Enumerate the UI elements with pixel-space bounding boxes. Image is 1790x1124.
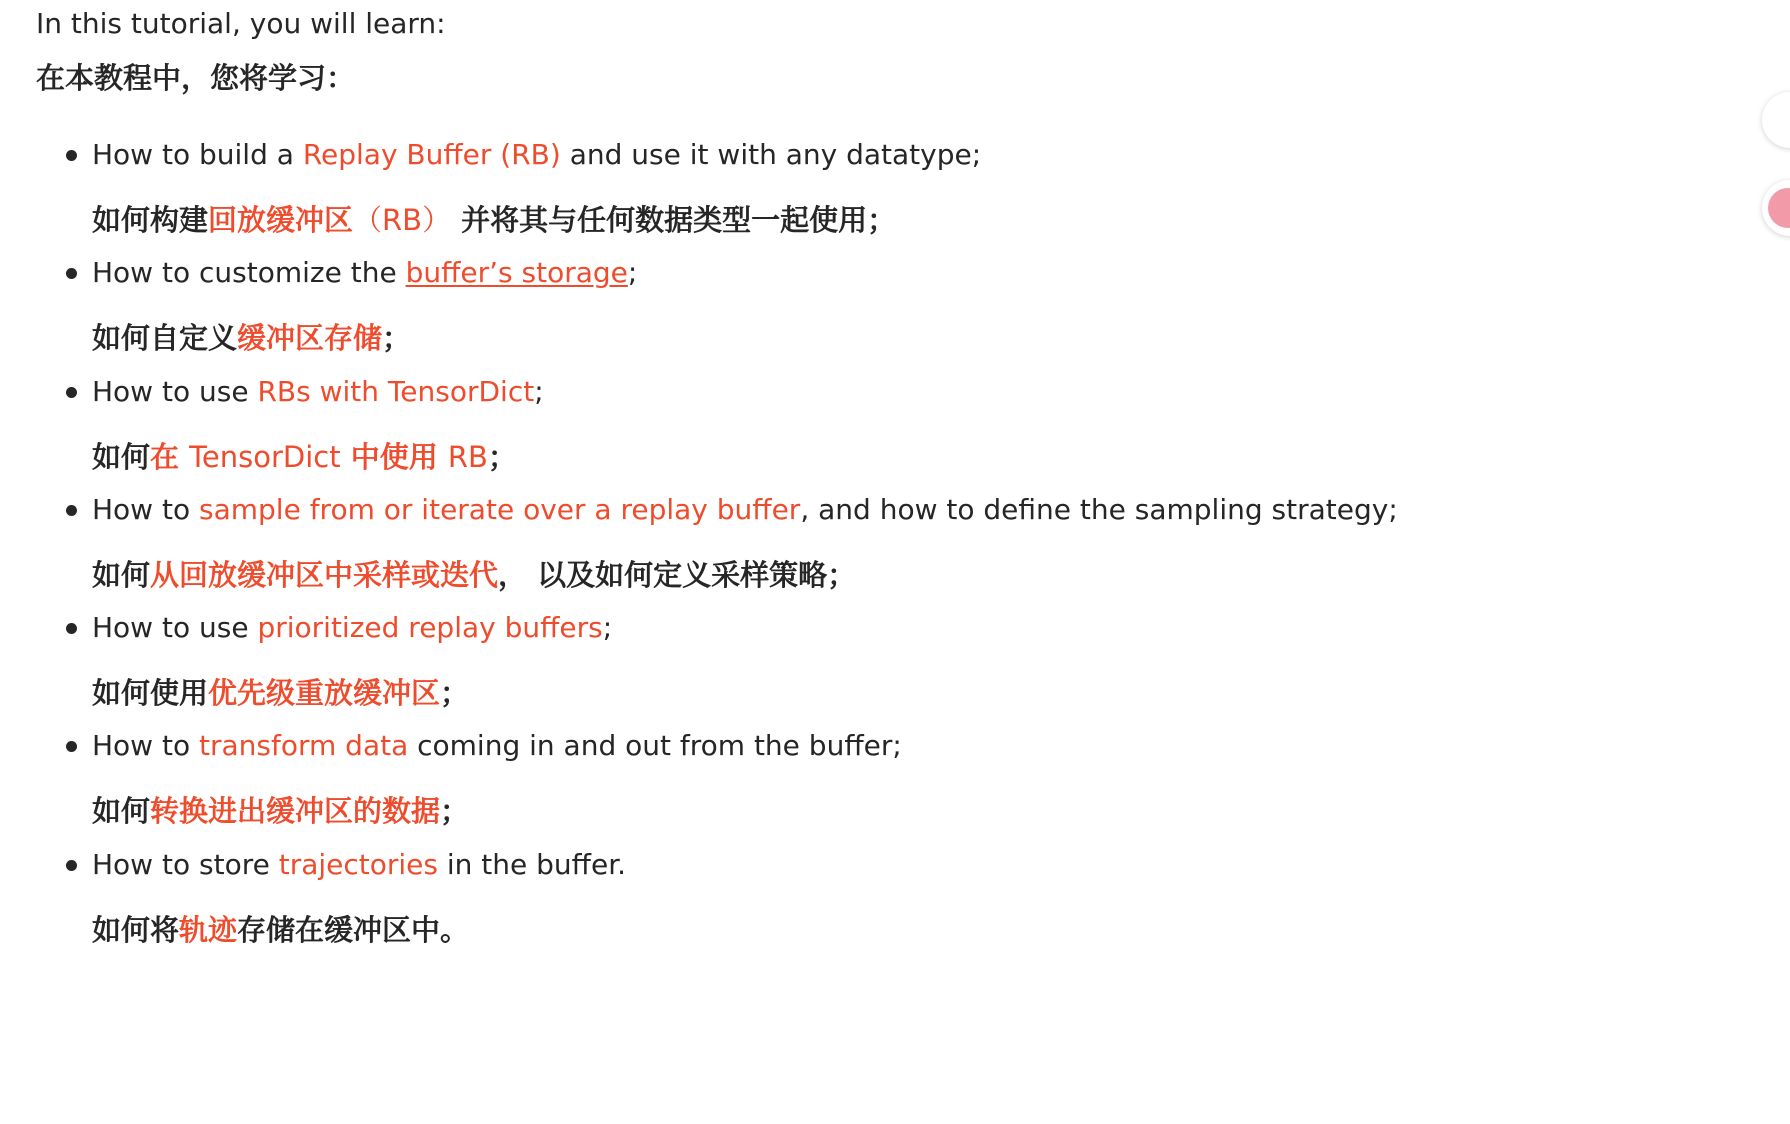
item-english: How to transform data coming in and out from the buffer;	[92, 729, 902, 762]
bullet-icon	[66, 268, 77, 279]
buffer-storage-zh-link[interactable]: 缓冲区存储	[237, 321, 383, 355]
item-chinese: 如何在 TensorDict 中使用 RB；	[92, 440, 517, 474]
item-chinese: 如何转换进出缓冲区的数据；	[92, 794, 470, 828]
sample-iterate-zh-link[interactable]: 从回放缓冲区中采样或迭代	[150, 558, 499, 592]
intro-chinese: 在本教程中，您将学习：	[36, 61, 356, 95]
item-chinese: 如何自定义缓冲区存储；	[92, 321, 412, 355]
bullet-icon	[66, 623, 77, 634]
prioritized-buffers-link[interactable]: prioritized replay buffers	[257, 611, 603, 644]
buffer-storage-link[interactable]: buffer’s storage	[405, 256, 628, 289]
trajectories-link[interactable]: trajectories	[278, 848, 438, 881]
floating-avatar-button[interactable]	[1762, 180, 1790, 236]
intro-english: In this tutorial, you will learn:	[36, 7, 446, 40]
item-english: How to sample from or iterate over a replay buffer, and how to define the sampling strategy;	[92, 493, 1398, 526]
transform-data-zh-link[interactable]: 转换进出缓冲区的数据	[150, 794, 441, 828]
rbs-tensordict-zh-link[interactable]: 在 TensorDict 中使用 RB	[150, 440, 488, 474]
bullet-icon	[66, 505, 77, 516]
replay-buffer-link[interactable]: Replay Buffer (RB)	[302, 138, 561, 171]
trajectories-zh-link[interactable]: 轨迹	[179, 913, 238, 947]
bullet-icon	[66, 150, 77, 161]
item-chinese: 如何将轨迹存储在缓冲区中。	[92, 913, 470, 947]
sample-iterate-link[interactable]: sample from or iterate over a replay buffer	[199, 493, 801, 526]
item-english: How to build a Replay Buffer (RB) and use it with any datatype;	[92, 138, 982, 171]
avatar-icon	[1768, 188, 1790, 228]
replay-buffer-zh-link[interactable]: 回放缓冲区（RB）	[208, 203, 452, 237]
transform-data-link[interactable]: transform data	[199, 729, 409, 762]
rbs-tensordict-link[interactable]: RBs with TensorDict	[257, 375, 535, 408]
bullet-icon	[66, 741, 77, 752]
bullet-icon	[66, 387, 77, 398]
prioritized-buffers-zh-link[interactable]: 优先级重放缓冲区	[208, 676, 441, 710]
bullet-icon	[66, 860, 77, 871]
item-chinese: 如何从回放缓冲区中采样或迭代， 以及如何定义采样策略；	[92, 558, 857, 592]
item-english: How to use prioritized replay buffers;	[92, 611, 613, 644]
item-english: How to customize the buffer’s storage;	[92, 256, 638, 289]
floating-widget-button[interactable]	[1762, 92, 1790, 148]
item-english: How to use RBs with TensorDict;	[92, 375, 544, 408]
item-chinese: 如何构建回放缓冲区（RB） 并将其与任何数据类型一起使用；	[92, 203, 897, 237]
item-chinese: 如何使用优先级重放缓冲区；	[92, 676, 470, 710]
item-english: How to store trajectories in the buffer.	[92, 848, 627, 881]
